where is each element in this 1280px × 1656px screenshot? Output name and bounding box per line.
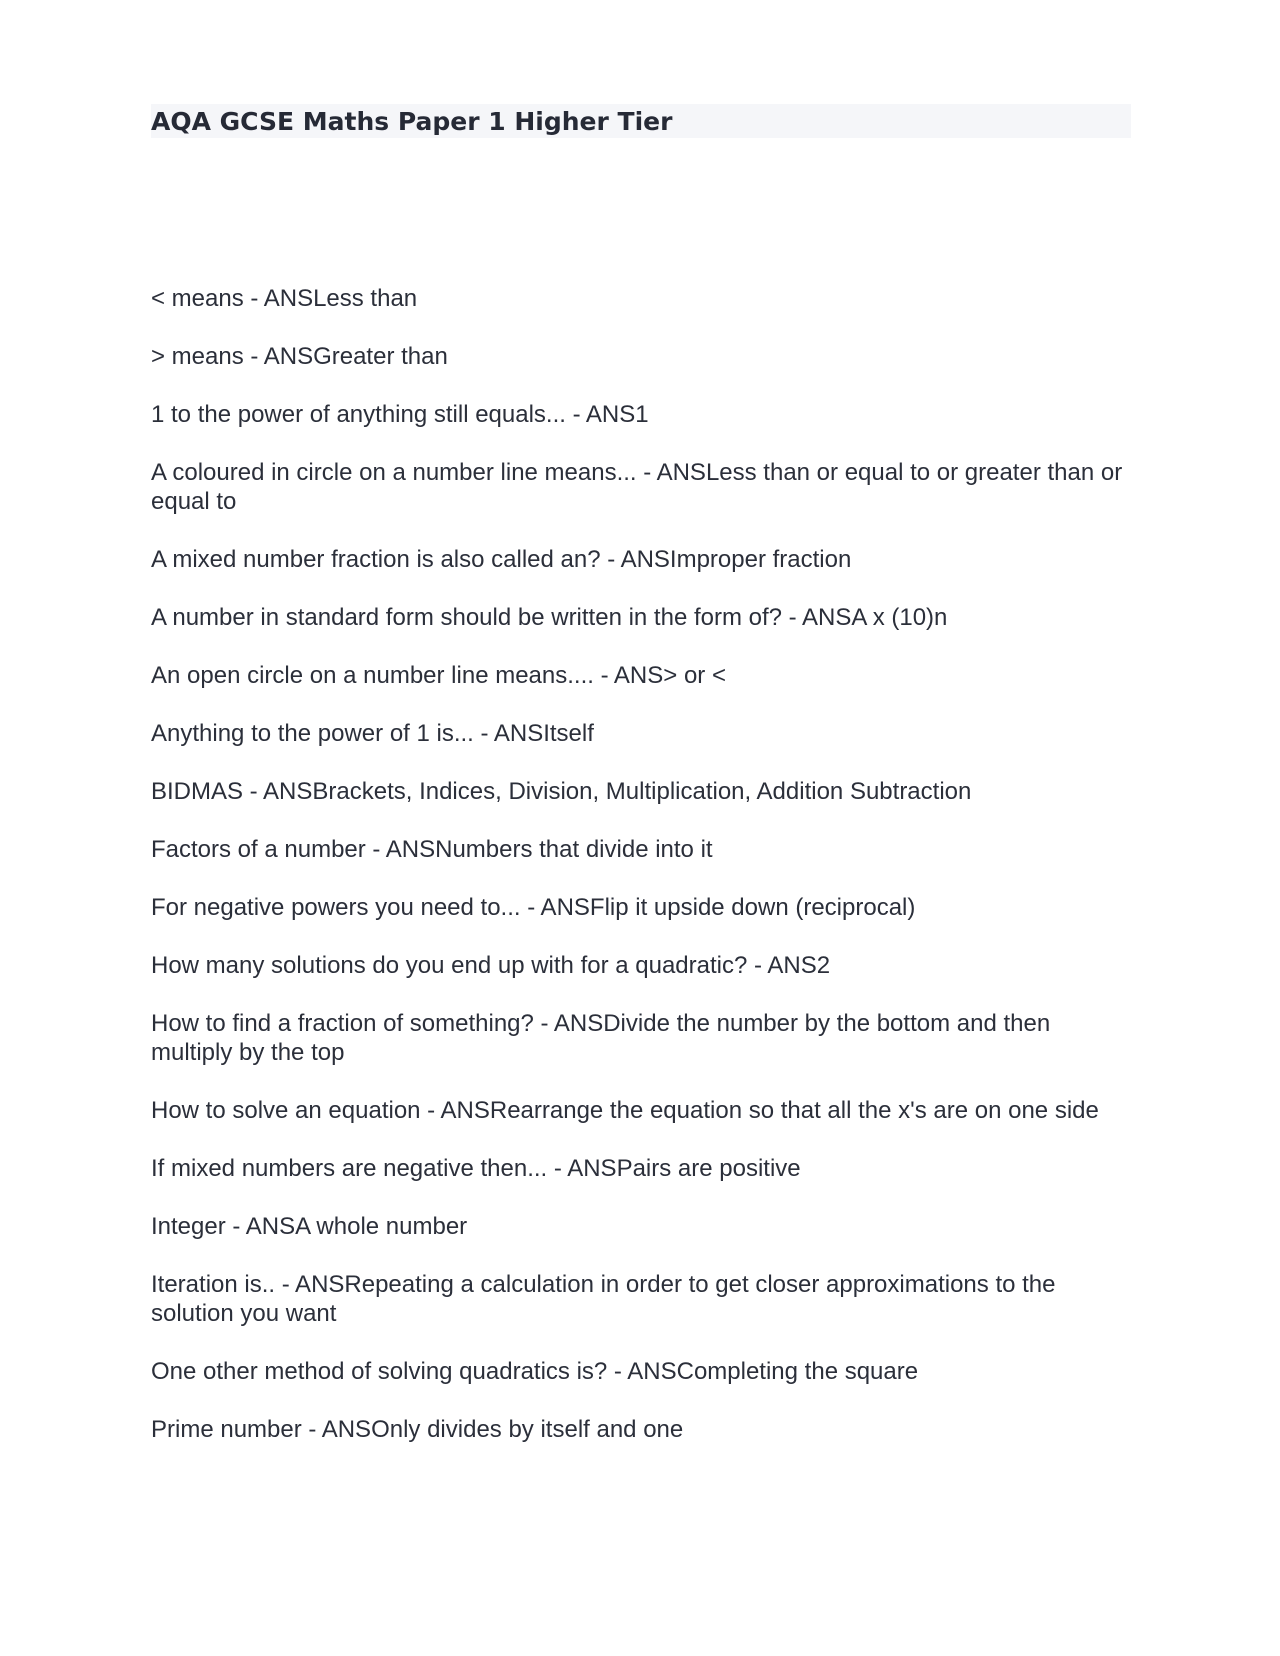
qa-item: One other method of solving quadratics is? - ANSCompleting the square <box>151 1358 919 1385</box>
document-page <box>151 104 1131 1443</box>
qa-item: > means - ANSGreater than <box>151 343 448 370</box>
qa-item: How to solve an equation - ANSRearrange the equation so that all the x's are on one side <box>151 1097 1099 1124</box>
qa-item: Integer - ANSA whole number <box>151 1213 468 1240</box>
qa-item: A mixed number fraction is also called an? - ANSImproper fraction <box>151 546 852 573</box>
qa-list <box>151 284 1131 1473</box>
qa-item: How many solutions do you end up with for a quadratic? - ANS2 <box>151 952 831 979</box>
qa-item: How to find a fraction of something? - ANSDivide the number by the bottom and then multiply by the top <box>151 1010 1051 1066</box>
qa-item: Anything to the power of 1 is... - ANSItself <box>151 720 594 747</box>
qa-item: Factors of a number - ANSNumbers that divide into it <box>151 836 713 863</box>
qa-item: Iteration is.. - ANSRepeating a calculation in order to get closer approximations to the solution you want <box>151 1271 1056 1327</box>
qa-item: For negative powers you need to... - ANSFlip it upside down (reciprocal) <box>151 894 916 921</box>
qa-item: BIDMAS - ANSBrackets, Indices, Division, Multiplication, Addition Subtraction <box>151 778 972 805</box>
title-bar <box>151 104 1131 138</box>
document-title: AQA GCSE Maths Paper 1 Higher Tier <box>151 106 673 136</box>
qa-item: If mixed numbers are negative then... - ANSPairs are positive <box>151 1155 801 1182</box>
qa-item: A coloured in circle on a number line means... - ANSLess than or equal to or greater than or equal to <box>151 459 1123 515</box>
qa-item: Prime number - ANSOnly divides by itself and one <box>151 1416 684 1443</box>
qa-item: < means - ANSLess than <box>151 285 418 312</box>
qa-item: A number in standard form should be written in the form of? - ANSA x (10)n <box>151 604 948 631</box>
qa-item: 1 to the power of anything still equals... - ANS1 <box>151 401 649 428</box>
qa-item: An open circle on a number line means.... - ANS> or < <box>151 662 726 689</box>
